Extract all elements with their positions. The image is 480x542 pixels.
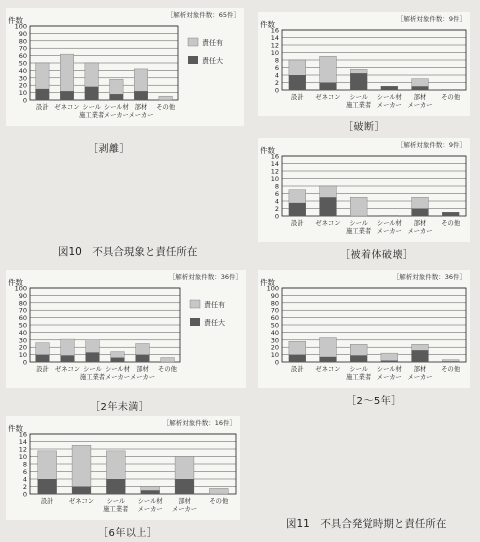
y-tick-label: 50: [18, 59, 27, 68]
y-tick-label: 70: [270, 306, 279, 315]
x-tick-label: メーカー: [376, 228, 402, 235]
y-tick-label: 4: [22, 475, 27, 484]
y-tick-label: 80: [270, 299, 279, 308]
x-tick-label: 施工業者: [346, 102, 372, 109]
y-tick-label: 30: [18, 336, 27, 345]
bar-yu: [159, 96, 173, 100]
x-tick-label: シール材: [104, 366, 131, 373]
x-tick-label: メーカー: [104, 374, 131, 381]
legend-swatch-yu: [188, 38, 198, 46]
y-tick-label: 90: [18, 29, 27, 38]
y-tick-label: 60: [270, 314, 279, 323]
x-tick-label: ゼネコン: [54, 366, 81, 373]
bar-dai: [36, 89, 50, 100]
y-tick-label: 60: [18, 52, 27, 61]
bar-dai: [141, 490, 160, 494]
bar-dai: [442, 361, 459, 362]
y-tick-label: 16: [270, 152, 279, 161]
y-tick-label: 2: [274, 79, 279, 87]
y-tick-label: 10: [270, 49, 279, 57]
x-tick-label: 部材: [413, 94, 427, 101]
legend-label-yu: 責任有: [204, 301, 225, 309]
x-tick-label: 施工業者: [346, 228, 372, 235]
bar-yu: [161, 358, 175, 362]
figure-caption-10: 図10 不具合現象と責任所在: [58, 246, 198, 258]
x-tick-label: メーカー: [137, 506, 163, 513]
y-tick-label: 10: [270, 351, 279, 360]
y-tick-label: 0: [22, 490, 27, 499]
bar-dai: [320, 197, 337, 216]
figure-caption-11: 図11 不具合発覚時期と責任所在: [286, 518, 447, 530]
y-tick-label: 16: [18, 430, 27, 439]
bar-dai: [412, 350, 429, 362]
bar-dai: [289, 75, 306, 90]
y-tick-label: 40: [270, 328, 279, 337]
x-tick-label: ゼネコン: [68, 498, 95, 505]
bar-yu: [381, 215, 398, 216]
y-tick-label: 12: [18, 445, 27, 454]
bar-dai: [86, 352, 100, 362]
y-tick-label: 30: [18, 74, 27, 83]
bar-dai: [38, 479, 57, 494]
bar-dai: [136, 355, 150, 362]
x-tick-label: メーカー: [376, 102, 402, 109]
y-tick-label: 14: [270, 160, 279, 168]
y-tick-label: 14: [18, 438, 27, 446]
x-tick-label: ゼネコン: [54, 104, 80, 111]
y-tick-label: 0: [22, 96, 27, 105]
title-over6: ［6年以上］: [98, 528, 158, 539]
x-tick-label: メーカー: [407, 228, 433, 235]
analysis-count-label: ［解析対象件数：65件］: [166, 11, 240, 19]
x-tick-label: シール: [349, 366, 369, 373]
y-tick-label: 70: [18, 44, 27, 53]
bar-dai: [106, 479, 125, 494]
x-tick-label: メーカー: [171, 506, 198, 513]
y-tick-label: 10: [18, 453, 27, 461]
title-hichaku: ［被着体破壊］: [340, 250, 414, 261]
chart-hakuri: [6, 8, 244, 126]
bar-dai: [412, 209, 429, 217]
y-tick-label: 90: [270, 291, 279, 300]
x-tick-label: 部材: [134, 104, 148, 111]
x-tick-label: ゼネコン: [315, 220, 341, 227]
x-tick-label: その他: [156, 104, 176, 111]
x-tick-label: メーカー: [129, 374, 156, 381]
bar-dai: [85, 87, 99, 100]
x-tick-label: その他: [441, 94, 461, 101]
x-tick-label: 設計: [291, 366, 304, 373]
y-tick-label: 8: [274, 56, 279, 65]
y-axis-label: 件数: [8, 16, 23, 25]
y-axis-label: 件数: [8, 424, 23, 433]
y-tick-label: 80: [18, 37, 27, 46]
y-tick-label: 8: [274, 182, 279, 191]
x-tick-label: シール: [349, 220, 369, 227]
bar-dai: [412, 86, 429, 90]
x-tick-label: 部材: [178, 498, 191, 505]
y-tick-label: 12: [270, 167, 279, 176]
bar-yu: [209, 488, 228, 494]
bar-dai: [134, 91, 148, 100]
bar-dai: [350, 355, 367, 362]
y-tick-label: 50: [18, 321, 27, 330]
y-tick-label: 0: [274, 212, 279, 221]
y-axis-label: 件数: [260, 278, 275, 287]
x-tick-label: 施工業者: [79, 374, 106, 381]
y-tick-label: 4: [274, 197, 279, 206]
y-tick-label: 0: [274, 358, 279, 367]
x-tick-label: その他: [158, 366, 177, 373]
x-tick-label: ゼネコン: [315, 94, 341, 101]
x-tick-label: シール材: [376, 94, 402, 101]
bar-dai: [289, 355, 306, 362]
y-tick-label: 0: [274, 86, 279, 95]
x-tick-label: シール材: [376, 366, 402, 373]
y-tick-label: 4: [274, 71, 279, 80]
y-tick-label: 10: [18, 351, 27, 360]
y-tick-label: 10: [18, 89, 27, 98]
bar-dai: [61, 355, 75, 362]
legend-swatch-dai: [188, 56, 198, 64]
x-tick-label: シール: [82, 104, 102, 111]
analysis-count-label: ［解析対象件数：9件］: [396, 141, 466, 149]
y-axis-label: 件数: [260, 20, 275, 29]
legend-label-yu: 責任有: [202, 39, 223, 47]
title-y2to5: ［2～5年］: [346, 396, 402, 407]
bar-dai: [381, 361, 398, 362]
x-tick-label: 施工業者: [103, 506, 129, 513]
x-tick-label: 設計: [36, 104, 49, 111]
bar-dai: [175, 479, 194, 494]
y-tick-label: 70: [18, 306, 27, 315]
bar-dai: [442, 212, 459, 216]
x-tick-label: シール: [83, 366, 102, 373]
x-tick-label: シール: [106, 498, 126, 505]
y-tick-label: 8: [22, 460, 27, 469]
y-tick-label: 10: [270, 175, 279, 183]
title-under2: ［2年未満］: [90, 402, 150, 413]
bar-dai: [350, 73, 367, 90]
legend-label-dai: 責任大: [202, 57, 223, 65]
x-tick-label: 施工業者: [346, 374, 372, 381]
legend-swatch-yu: [190, 300, 200, 308]
bar-dai: [320, 357, 337, 362]
chart-under2: [6, 270, 246, 388]
y-tick-label: 80: [18, 299, 27, 308]
chart-over6: [6, 416, 240, 520]
chart-y2to5: [258, 270, 470, 388]
analysis-count-label: ［解析対象件数：36件］: [392, 273, 466, 281]
analysis-count-label: ［解析対象件数：16件］: [162, 419, 236, 427]
x-tick-label: 設計: [291, 220, 304, 227]
x-tick-label: メーカー: [407, 102, 433, 109]
analysis-count-label: ［解析対象件数：9件］: [396, 15, 466, 23]
x-tick-label: ゼネコン: [315, 366, 341, 373]
x-tick-label: メーカー: [376, 374, 402, 381]
y-tick-label: 60: [18, 314, 27, 323]
x-tick-label: メーカー: [103, 112, 129, 119]
x-tick-label: 部材: [413, 220, 427, 227]
y-tick-label: 16: [270, 26, 279, 35]
bar-dai: [36, 355, 50, 362]
y-tick-label: 40: [18, 328, 27, 337]
bar-dai: [320, 83, 337, 91]
y-tick-label: 6: [22, 468, 27, 476]
y-axis-label: 件数: [8, 278, 23, 287]
title-hadan: ［破断］: [343, 122, 385, 133]
bar-dai: [289, 203, 306, 216]
x-tick-label: メーカー: [128, 112, 154, 119]
bar-dai: [381, 86, 398, 90]
y-tick-label: 50: [270, 321, 279, 330]
y-tick-label: 90: [18, 291, 27, 300]
legend-swatch-dai: [190, 318, 200, 326]
y-tick-label: 100: [14, 22, 27, 31]
y-tick-label: 30: [270, 336, 279, 345]
x-tick-label: 設計: [40, 498, 54, 505]
chart-hadan: [258, 12, 470, 116]
x-tick-label: その他: [441, 366, 461, 373]
x-tick-label: 設計: [36, 366, 49, 373]
y-tick-label: 40: [18, 66, 27, 75]
x-tick-label: その他: [209, 498, 229, 505]
analysis-count-label: ［解析対象件数：36件］: [168, 273, 242, 281]
y-tick-label: 6: [274, 64, 279, 72]
x-tick-label: シール材: [376, 220, 402, 227]
y-tick-label: 100: [14, 284, 27, 293]
y-tick-label: 100: [266, 284, 279, 293]
title-hakuri: ［剥離］: [88, 144, 130, 155]
x-tick-label: シール: [349, 94, 369, 101]
y-tick-label: 14: [270, 34, 279, 42]
bar-dai: [60, 91, 74, 100]
legend-label-dai: 責任大: [204, 319, 225, 327]
bar-yu: [442, 89, 459, 90]
x-tick-label: シール材: [103, 104, 129, 111]
y-tick-label: 6: [274, 190, 279, 198]
chart-hichaku: [258, 138, 470, 242]
x-tick-label: メーカー: [407, 374, 433, 381]
y-tick-label: 2: [274, 205, 279, 213]
x-tick-label: シール材: [137, 498, 163, 505]
x-tick-label: 施工業者: [79, 112, 105, 119]
y-tick-label: 20: [18, 81, 27, 90]
y-tick-label: 0: [22, 358, 27, 367]
y-axis-label: 件数: [260, 146, 275, 155]
x-tick-label: 部材: [136, 366, 149, 373]
x-tick-label: 設計: [291, 94, 304, 101]
x-tick-label: 部材: [413, 366, 427, 373]
bar-dai: [110, 94, 124, 100]
bar-yu: [350, 197, 367, 216]
bar-dai: [72, 487, 91, 495]
bar-dai: [111, 358, 125, 362]
y-tick-label: 20: [18, 343, 27, 352]
y-tick-label: 2: [22, 483, 27, 491]
y-tick-label: 12: [270, 41, 279, 50]
y-tick-label: 20: [270, 343, 279, 352]
x-tick-label: その他: [441, 220, 461, 227]
